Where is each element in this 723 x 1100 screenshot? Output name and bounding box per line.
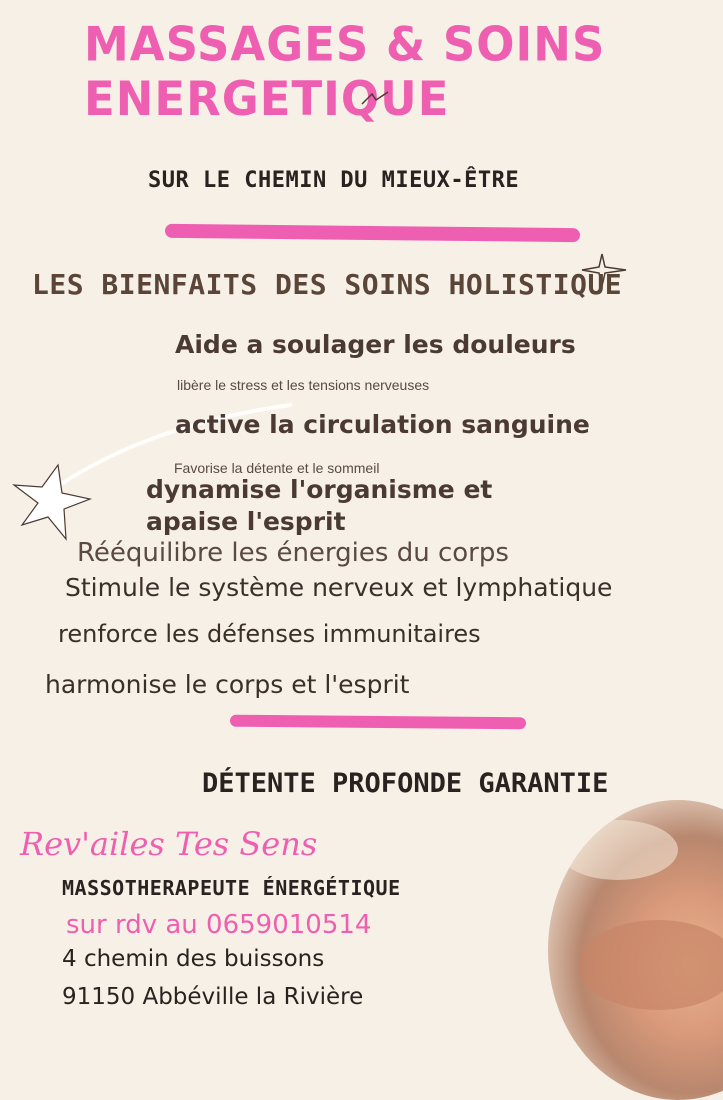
brand-name: Rev'ailes Tes Sens xyxy=(20,825,318,863)
address-line-1: 4 chemin des buissons xyxy=(62,946,325,972)
benefit-systeme: Stimule le système nerveux et lymphatique xyxy=(65,573,613,602)
phone-number[interactable]: sur rdv au 0659010514 xyxy=(66,910,372,940)
address-line-2: 91150 Abbéville la Rivière xyxy=(62,984,364,1010)
benefit-dynamise xyxy=(146,474,492,538)
benefits-heading: LES BIENFAITS DES SOINS HOLISTIQUE xyxy=(32,268,623,301)
title-line-2: ENERGETIQUE xyxy=(84,70,450,127)
role-label: MASSOTHERAPEUTE ÉNERGÉTIQUE xyxy=(62,876,401,900)
massage-photo xyxy=(548,800,723,1100)
benefit-douleurs: Aide a soulager les douleurs xyxy=(175,330,576,359)
benefit-circulation: active la circulation sanguine xyxy=(175,410,590,439)
benefit-dynamise-line-1: dynamise l'organisme et xyxy=(146,475,493,504)
subtitle: SUR LE CHEMIN DU MIEUX-ÊTRE xyxy=(148,168,520,193)
benefit-sommeil: Favorise la détente et le sommeil xyxy=(174,460,380,476)
pink-brush-divider-top xyxy=(165,224,580,242)
tagline: DÉTENTE PROFONDE GARANTIE xyxy=(202,768,609,799)
sparkle-arrow-icon xyxy=(360,90,390,110)
title-line-1: MASSAGES & SOINS xyxy=(84,16,606,72)
benefit-energies: Rééquilibre les énergies du corps xyxy=(77,538,509,568)
benefit-stress: libère le stress et les tensions nerveuses xyxy=(177,377,430,393)
benefit-harmonise: harmonise le corps et l'esprit xyxy=(45,670,410,699)
page-title xyxy=(84,17,605,126)
benefit-dynamise-line-2: apaise l'esprit xyxy=(146,507,346,536)
pink-brush-divider-bottom xyxy=(230,715,526,730)
benefit-defenses: renforce les défenses immunitaires xyxy=(58,620,481,648)
